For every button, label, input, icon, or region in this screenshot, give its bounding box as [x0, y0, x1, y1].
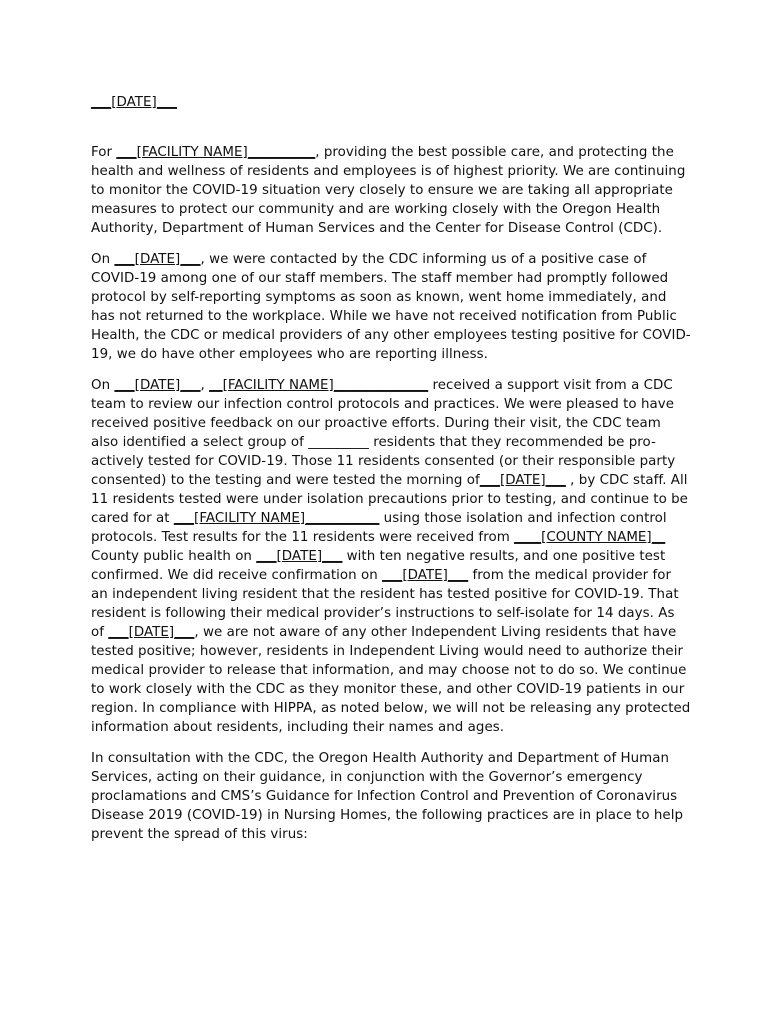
text-segment: For	[91, 145, 117, 160]
text-segment: On	[91, 252, 115, 267]
text-segment: County public health on	[91, 549, 257, 564]
text-segment: In consultation with the CDC, the Oregon Health Authority and Department of Human Services, acting on their guidance, in conjunction with the Governor’s emergency proclamations and CMS’s Guidance for Infection Control and Prevention of Coronavirus Disease 2019 (COVID-19) in Nursing Homes, the following practices are in place to help prevent the spread of this virus:	[91, 751, 684, 842]
paragraph-staff-case	[91, 250, 691, 364]
date-placeholder: ___[DATE]___	[382, 568, 469, 583]
date-line	[91, 93, 691, 112]
text-segment: , providing the best possible care, and protecting the health and wellness of residents and employees is of highest priority. We are continuing to monitor the COVID-19 situation very closely to ensure we are taking all appropriate measures to protect our community and are working closely with the Oregon Health Authority, Department of Human Services and the Center for Disease Control (CDC).	[91, 145, 686, 236]
county-name-placeholder: ____[COUNTY NAME]__	[514, 530, 666, 545]
text-segment: with ten negative results, and one positive test confirmed. We did receive confirmation on	[91, 549, 666, 583]
text-segment: , we were contacted by the CDC informing us of a positive case of COVID-19 among one of our staff members. The staff member had promptly followed protocol by self-reporting symptoms as soon as known, went home immediately, and has not returned to the workplace. While we have not received notification from Public Health, the CDC or medical providers of any other employees testing positive for COVID-19, we do have other employees who are reporting illness.	[91, 252, 691, 362]
text-segment: On	[91, 378, 115, 393]
text-segment: using those isolation and infection control protocols. Test results for the 11 residents were received from	[91, 511, 667, 545]
text-segment: received a support visit from a CDC team to review our infection control protocols and practices. We were pleased to have received positive feedback on our proactive efforts. During their visit, the CDC team also identified a select group of _________ residents that they recommended be pro-actively tested for COVID-19. Those 11 residents consented (or their responsible party consented) to the testing and were tested the morning of	[91, 378, 676, 488]
text-segment: ,	[200, 378, 210, 393]
text-segment: , by CDC staff. All 11 residents tested were under isolation precautions prior to testing, and continue to be cared for at	[91, 473, 688, 526]
facility-name-placeholder: __[FACILITY NAME]______________	[209, 378, 429, 393]
facility-name-placeholder: ___[FACILITY NAME]___________	[173, 511, 380, 526]
date-placeholder: ___[DATE]___	[479, 473, 566, 488]
date-placeholder: ___[DATE]___	[256, 549, 343, 564]
facility-name-placeholder: ___[FACILITY NAME]__________	[116, 145, 316, 160]
text-segment: , we are not aware of any other Independent Living residents that have tested positive; however, residents in Independent Living would need to authorize their medical provider to release that information, and may choose not to do so. We continue to work closely with the CDC as they monitor these, and other COVID-19 patients in our region. In compliance with HIPPA, as noted below, we will not be releasing any protected information about residents, including their names and ages.	[91, 625, 691, 735]
date-placeholder: ___[DATE]___	[114, 378, 201, 393]
paragraph-intro	[91, 143, 691, 238]
letter-body	[91, 93, 691, 856]
date-placeholder: ___[DATE]___	[114, 252, 201, 267]
paragraph-consultation	[91, 749, 691, 844]
date-placeholder: ___[DATE]___	[91, 95, 178, 110]
text-segment: from the medical provider for an independent living resident that the resident has tested positive for COVID-19. That resident is following their medical provider’s instructions to self-isolate for 14 days. As of	[91, 568, 679, 640]
paragraph-cdc-visit	[91, 376, 691, 737]
date-placeholder: ___[DATE]___	[108, 625, 195, 640]
